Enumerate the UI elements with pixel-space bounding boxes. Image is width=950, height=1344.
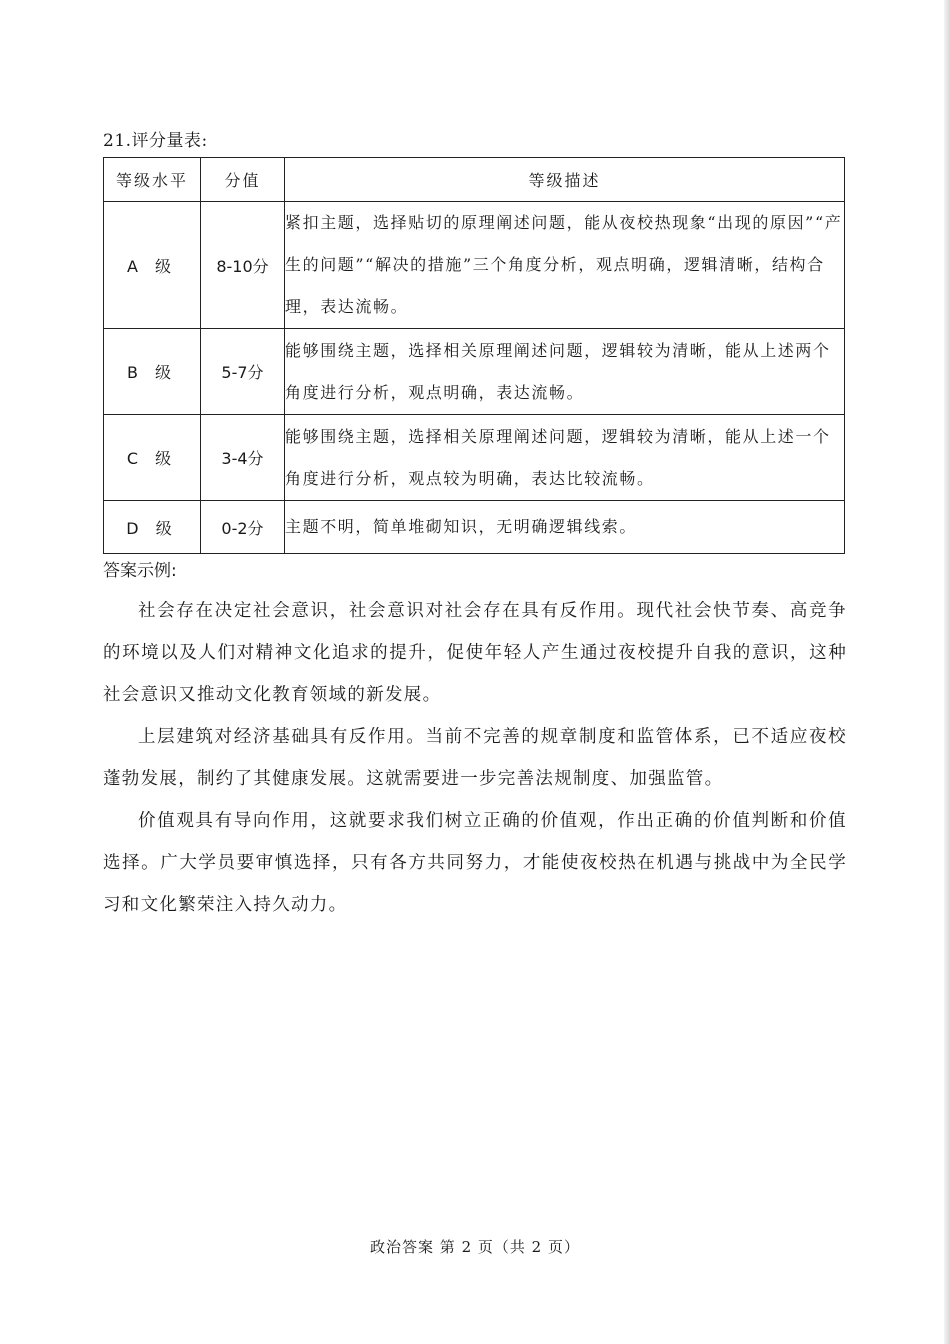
header-description: 等级描述 bbox=[285, 158, 845, 202]
header-score: 分值 bbox=[201, 158, 285, 202]
description-cell: 能够围绕主题，选择相关原理阐述问题，逻辑较为清晰，能从上述两个角度进行分析，观点明确，表达流畅。 bbox=[285, 329, 845, 415]
rubric-table bbox=[103, 157, 845, 554]
page-edge-shadow bbox=[944, 0, 950, 1344]
header-level: 等级水平 bbox=[104, 158, 201, 202]
description-cell: 能够围绕主题，选择相关原理阐述问题，逻辑较为清晰，能从上述一个角度进行分析，观点较为明确，表达比较流畅。 bbox=[285, 415, 845, 501]
level-cell: A 级 bbox=[104, 202, 201, 329]
table-row bbox=[104, 415, 845, 501]
table-header-row bbox=[104, 158, 845, 202]
answer-paragraph: 价值观具有导向作用，这就要求我们树立正确的价值观，作出正确的价值判断和价值选择。广大学员要审慎选择，只有各方共同努力，才能使夜校热在机遇与挑战中为全民学习和文化繁荣注入持久动力。 bbox=[103, 811, 847, 915]
score-cell: 8-10分 bbox=[201, 202, 285, 329]
table-row bbox=[104, 501, 845, 554]
description-cell: 紧扣主题，选择贴切的原理阐述问题，能从夜校热现象“出现的原因”“产生的问题”“解决的措施”三个角度分析，观点明确，逻辑清晰，结构合理，表达流畅。 bbox=[285, 202, 845, 329]
level-cell: B 级 bbox=[104, 329, 201, 415]
score-cell: 5-7分 bbox=[201, 329, 285, 415]
score-cell: 0-2分 bbox=[201, 501, 285, 554]
page-footer: 政治答案 第 2 页（共 2 页） bbox=[370, 1238, 580, 1256]
score-cell: 3-4分 bbox=[201, 415, 285, 501]
answer-paragraph: 上层建筑对经济基础具有反作用。当前不完善的规章制度和监管体系，已不适应夜校蓬勃发展，制约了其健康发展。这就需要进一步完善法规制度、加强监管。 bbox=[103, 727, 847, 789]
answer-body bbox=[103, 590, 847, 926]
table-row bbox=[104, 329, 845, 415]
answer-label: 答案示例: bbox=[103, 561, 177, 581]
question-title: 21.评分量表: bbox=[103, 131, 208, 151]
level-cell: D 级 bbox=[104, 501, 201, 554]
table-row bbox=[104, 202, 845, 329]
level-cell: C 级 bbox=[104, 415, 201, 501]
answer-paragraph: 社会存在决定社会意识，社会意识对社会存在具有反作用。现代社会快节奏、高竞争的环境以及人们对精神文化追求的提升，促使年轻人产生通过夜校提升自我的意识，这种社会意识又推动文化教育领域的新发展。 bbox=[103, 601, 847, 705]
description-cell: 主题不明，简单堆砌知识，无明确逻辑线索。 bbox=[285, 501, 845, 554]
